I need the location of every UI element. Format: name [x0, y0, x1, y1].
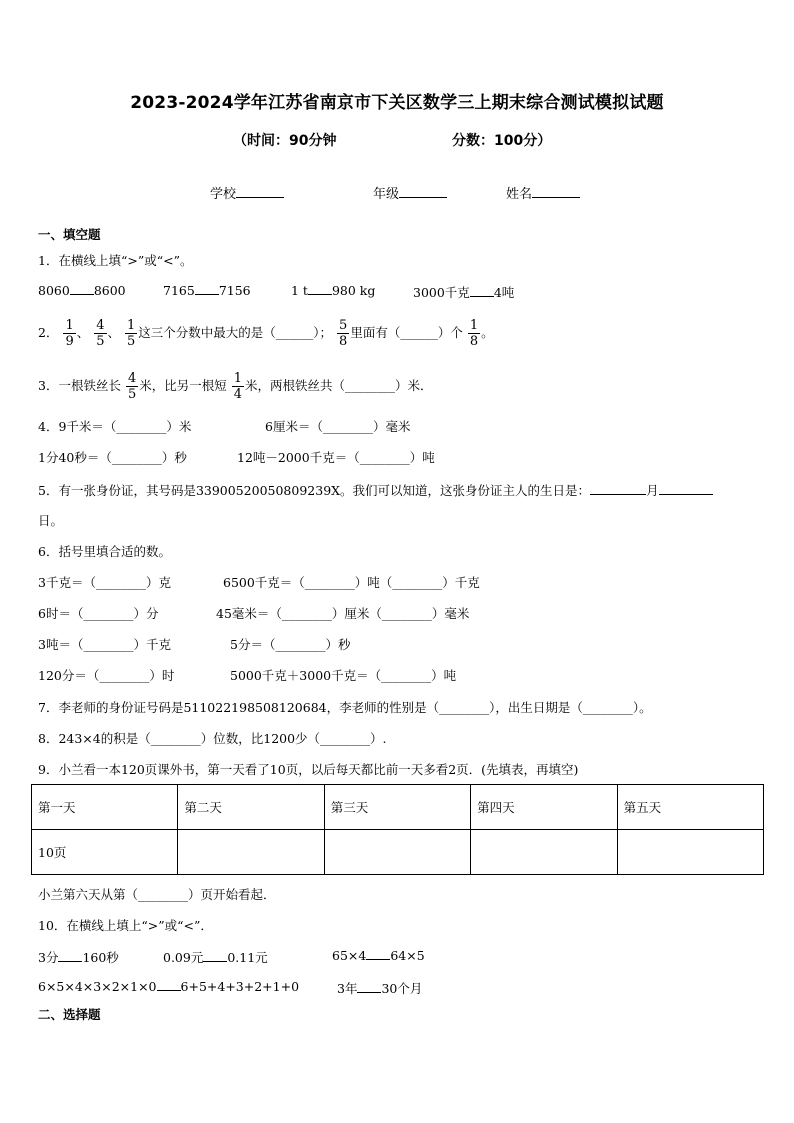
school-field — [210, 183, 284, 202]
answer-blank[interactable] — [357, 982, 381, 993]
name-blank[interactable] — [532, 185, 580, 198]
q6-row-3b: 5分＝（________）秒 — [230, 637, 351, 652]
table-row — [32, 830, 764, 875]
q10-item-3: 65×4 64×5 — [332, 948, 425, 963]
answer-blank[interactable] — [590, 484, 646, 495]
q6-row-2a: 6时＝（________）分 — [38, 606, 159, 621]
name-field — [506, 183, 580, 202]
q8-text: 8．243×4的积是（________）位数，比1200少（________）. — [38, 731, 387, 746]
section-1-title: 一、填空题 — [38, 227, 101, 242]
answer-blank[interactable] — [659, 484, 713, 495]
q6-text: 6．括号里填合适的数。 — [38, 544, 171, 559]
table-header-cell: 第一天 — [32, 785, 178, 830]
q2-line: 2． $\frac{1}{9}$ 、 $\frac{4}{5}$ 、 $\frac{1}{5}$ 这三个分数中最大的是（______）； $\frac{5}{8}$ 里面有（______）个 $\frac{1}{8}$ 。 — [38, 318, 494, 349]
school-label: 学校 — [210, 187, 237, 202]
answer-blank[interactable] — [195, 284, 219, 295]
q6-row-4a: 120分＝（________）时 — [38, 668, 175, 683]
q7-text: 7．李老师的身份证号码是511022198508120684，李老师的性别是（________），出生日期是（________）。 — [38, 700, 652, 715]
fraction: $\frac{5}{8}$ — [339, 318, 348, 349]
q4-line-2a: 1分40秒＝（________）秒 — [38, 450, 187, 465]
q10-item-1: 3分 160秒 — [38, 950, 119, 965]
table-cell: 10页 — [32, 830, 178, 875]
q4-line-1b: 6厘米＝（________）毫米 — [265, 419, 411, 434]
q4-line-1a: 4．9千米＝（________）米 — [38, 419, 192, 434]
fraction: $\frac{1}{4}$ — [233, 371, 243, 402]
table-cell-blank[interactable] — [617, 830, 763, 875]
q3-line: 3．一根铁丝长 $\frac{4}{5}$ 米，比另一根短 $\frac{1}{4}$ 米，两根铁丝共（________）米． — [38, 371, 433, 402]
q9-table — [31, 784, 764, 875]
fraction: $\frac{1}{8}$ — [469, 318, 479, 349]
grade-field — [373, 183, 447, 202]
answer-blank[interactable] — [58, 951, 82, 962]
q1-item-3: 1 t 980 kg — [291, 283, 376, 298]
answer-blank[interactable] — [157, 980, 181, 991]
q5-line-1: 5．有一张身份证，其号码是33900520050809239X。我们可以知道，这张身份证主人的生日是： 月 — [38, 481, 713, 499]
table-header-row — [32, 785, 764, 830]
table-header-cell: 第五天 — [617, 785, 763, 830]
q6-row-2b: 45毫米＝（________）厘米（________）毫米 — [216, 606, 470, 621]
table-header-cell: 第四天 — [471, 785, 617, 830]
school-blank[interactable] — [236, 185, 284, 198]
answer-blank[interactable] — [70, 284, 94, 295]
table-cell-blank[interactable] — [178, 830, 324, 875]
q9-text: 9．小兰看一本120页课外书，第一天看了10页，以后每天都比前一天多看2页．(先填表，再填空) — [38, 762, 579, 777]
time-label: （时间：90分钟 — [233, 133, 337, 149]
q6-row-3a: 3吨＝（________）千克 — [38, 637, 171, 652]
q10-item-4: 6×5×4×3×2×1×0 6+5+4+3+2+1+0 — [38, 979, 300, 994]
page-title: 2023-2024学年江苏省南京市下关区数学三上期末综合测试模拟试题 — [130, 93, 664, 113]
q4-line-2b: 12吨－2000千克＝（________）吨 — [237, 450, 435, 465]
answer-blank[interactable] — [203, 951, 227, 962]
answer-blank[interactable] — [308, 284, 332, 295]
table-header-cell: 第三天 — [324, 785, 470, 830]
q1-item-1: 8060 8600 — [38, 283, 126, 298]
table-header-cell: 第二天 — [178, 785, 324, 830]
grade-label: 年级 — [373, 187, 400, 202]
q10-item-5: 3年 30个月 — [337, 981, 423, 996]
q6-row-1b: 6500千克＝（________）吨（________）千克 — [223, 575, 480, 590]
fraction: $\frac{1}{5}$ — [127, 318, 136, 349]
fraction: $\frac{4}{5}$ — [127, 371, 137, 402]
q9-after: 小兰第六天从第（________）页开始看起． — [38, 887, 276, 902]
grade-blank[interactable] — [399, 185, 447, 198]
section-2-title: 二、选择题 — [38, 1007, 101, 1022]
q10-text: 10．在横线上填上“>”或“<”． — [38, 918, 213, 933]
q1-item-2: 7165 7156 — [163, 283, 251, 298]
table-cell-blank[interactable] — [471, 830, 617, 875]
q6-row-4b: 5000千克＋3000千克＝（________）吨 — [230, 668, 457, 683]
fraction: $\frac{1}{9}$ — [65, 318, 74, 349]
score-label: 分数：100分） — [452, 133, 552, 149]
q10-item-2: 0.09元 0.11元 — [163, 950, 268, 965]
q5-line-2: 日。 — [38, 513, 64, 528]
fraction: $\frac{4}{5}$ — [96, 318, 105, 349]
name-label: 姓名 — [506, 187, 533, 202]
q1-text: 1．在横线上填“>”或“<”。 — [38, 253, 193, 268]
answer-blank[interactable] — [470, 286, 494, 297]
q6-row-1a: 3千克＝（________）克 — [38, 575, 171, 590]
q1-item-4: 3000千克 4吨 — [413, 285, 515, 300]
table-cell-blank[interactable] — [324, 830, 470, 875]
answer-blank[interactable] — [366, 949, 390, 960]
